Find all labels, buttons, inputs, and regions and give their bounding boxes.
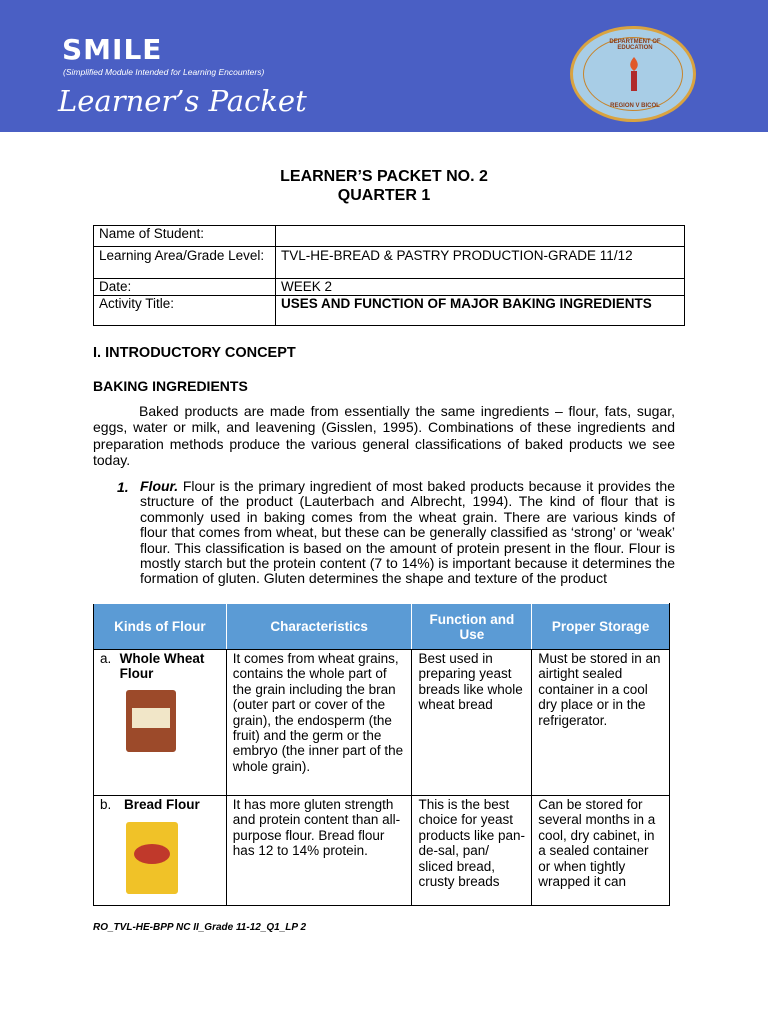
info-label: Name of Student: (94, 226, 276, 247)
info-row (94, 247, 685, 279)
info-value: TVL-HE-BREAD & PASTRY PRODUCTION-GRADE 11/12 (276, 247, 685, 279)
info-label: Date: (94, 279, 276, 296)
table-row (94, 796, 670, 906)
student-name-field[interactable] (276, 226, 685, 247)
storage-cell: Can be stored for several months in a cool, dry cabinet, in a sealed container or when tightly wrapped it can (532, 796, 670, 906)
flour-name: Bread Flour (124, 797, 200, 812)
flour-paragraph (140, 479, 675, 587)
seal-top-text: DEPARTMENT OF EDUCATION (609, 39, 661, 51)
info-row (94, 226, 685, 247)
function-cell: This is the best choice for yeast products like pan-de-sal, pan/ sliced bread, crusty breads (412, 796, 532, 906)
flour-name: Whole Wheat Flour (119, 651, 205, 682)
column-header: Proper Storage (532, 604, 670, 650)
brand-tagline: (Simplified Module Intended for Learning Encounters) (63, 67, 265, 77)
info-label: Learning Area/Grade Level: (94, 247, 276, 279)
flour-item-text: Flour is the primary ingredient of most baked products because it provides the structure of the product (Lauterbach and Albrecht, 1994). The kind of flour that is commonly used in baking comes from the wheat grain. There are various kinds of flour that comes from wheat, but these can be generally classified as ‘strong’ or ‘weak’ flour. This classification is based on the amount of protein present in the flour. Flour is mostly starch but the protein content (7 to 14%) is important because it determines the formation of gluten. Gluten determines the shape and texture of the product (140, 478, 676, 587)
deped-seal-logo (570, 26, 696, 122)
packet-title: Learner’s Packet (58, 84, 307, 118)
bread-flour-bag-image (126, 822, 178, 894)
packet-number-heading: LEARNER’S PACKET NO. 2 (280, 168, 488, 185)
activity-title-value: USES AND FUNCTION OF MAJOR BAKING INGREDIENTS (276, 295, 685, 325)
flour-kinds-table (93, 603, 670, 906)
student-info-table (93, 225, 685, 326)
seal-bottom-text: REGION V BICOL (610, 103, 660, 109)
row-letter: a. (100, 651, 112, 666)
table-header-row (94, 604, 670, 650)
flour-kind-cell (94, 796, 227, 906)
table-row (94, 650, 670, 796)
characteristics-cell: It has more gluten strength and protein content than all-purpose flour. Bread flour has 12 to 14% protein. (226, 796, 412, 906)
torch-icon (623, 55, 645, 95)
function-cell: Best used in preparing yeast breads like whole wheat bread (412, 650, 532, 796)
section-title: I. INTRODUCTORY CONCEPT (93, 345, 296, 361)
column-header: Kinds of Flour (94, 604, 227, 650)
characteristics-cell: It comes from wheat grains, contains the whole part of the grain including the bran (outer part or cover of the grain), the endosperm (the fruit) and the germ or the embryo (the inner part of the whole grain). (226, 650, 412, 796)
info-label: Activity Title: (94, 295, 276, 325)
intro-paragraph (93, 403, 675, 468)
whole-wheat-flour-bag-image (126, 690, 176, 752)
brand-name: SMILE (62, 33, 163, 66)
info-row (94, 279, 685, 296)
row-letter: b. (100, 797, 112, 812)
section-subtitle: BAKING INGREDIENTS (93, 378, 248, 394)
page-footer: RO_TVL-HE-BPP NC II_Grade 11-12_Q1_LP 2 (93, 922, 307, 933)
column-header: Function and Use (412, 604, 532, 650)
flour-item-title: Flour. (140, 478, 179, 494)
quarter-heading: QUARTER 1 (337, 187, 431, 204)
info-row (94, 295, 685, 325)
info-value: WEEK 2 (276, 279, 685, 296)
header-banner (0, 0, 768, 132)
list-item-number: 1. (117, 479, 129, 495)
column-header: Characteristics (226, 604, 412, 650)
storage-cell: Must be stored in an airtight sealed container in a cool dry place or in the refrigerator. (532, 650, 670, 796)
flour-kind-cell (94, 650, 227, 796)
intro-text: Baked products are made from essentially the same ingredients – flour, fats, sugar, eggs, water or milk, and leavening (Gisslen, 1995). Combinations of these ingredients and preparation methods produce the various general classifications of baked products we see today. (93, 403, 675, 468)
